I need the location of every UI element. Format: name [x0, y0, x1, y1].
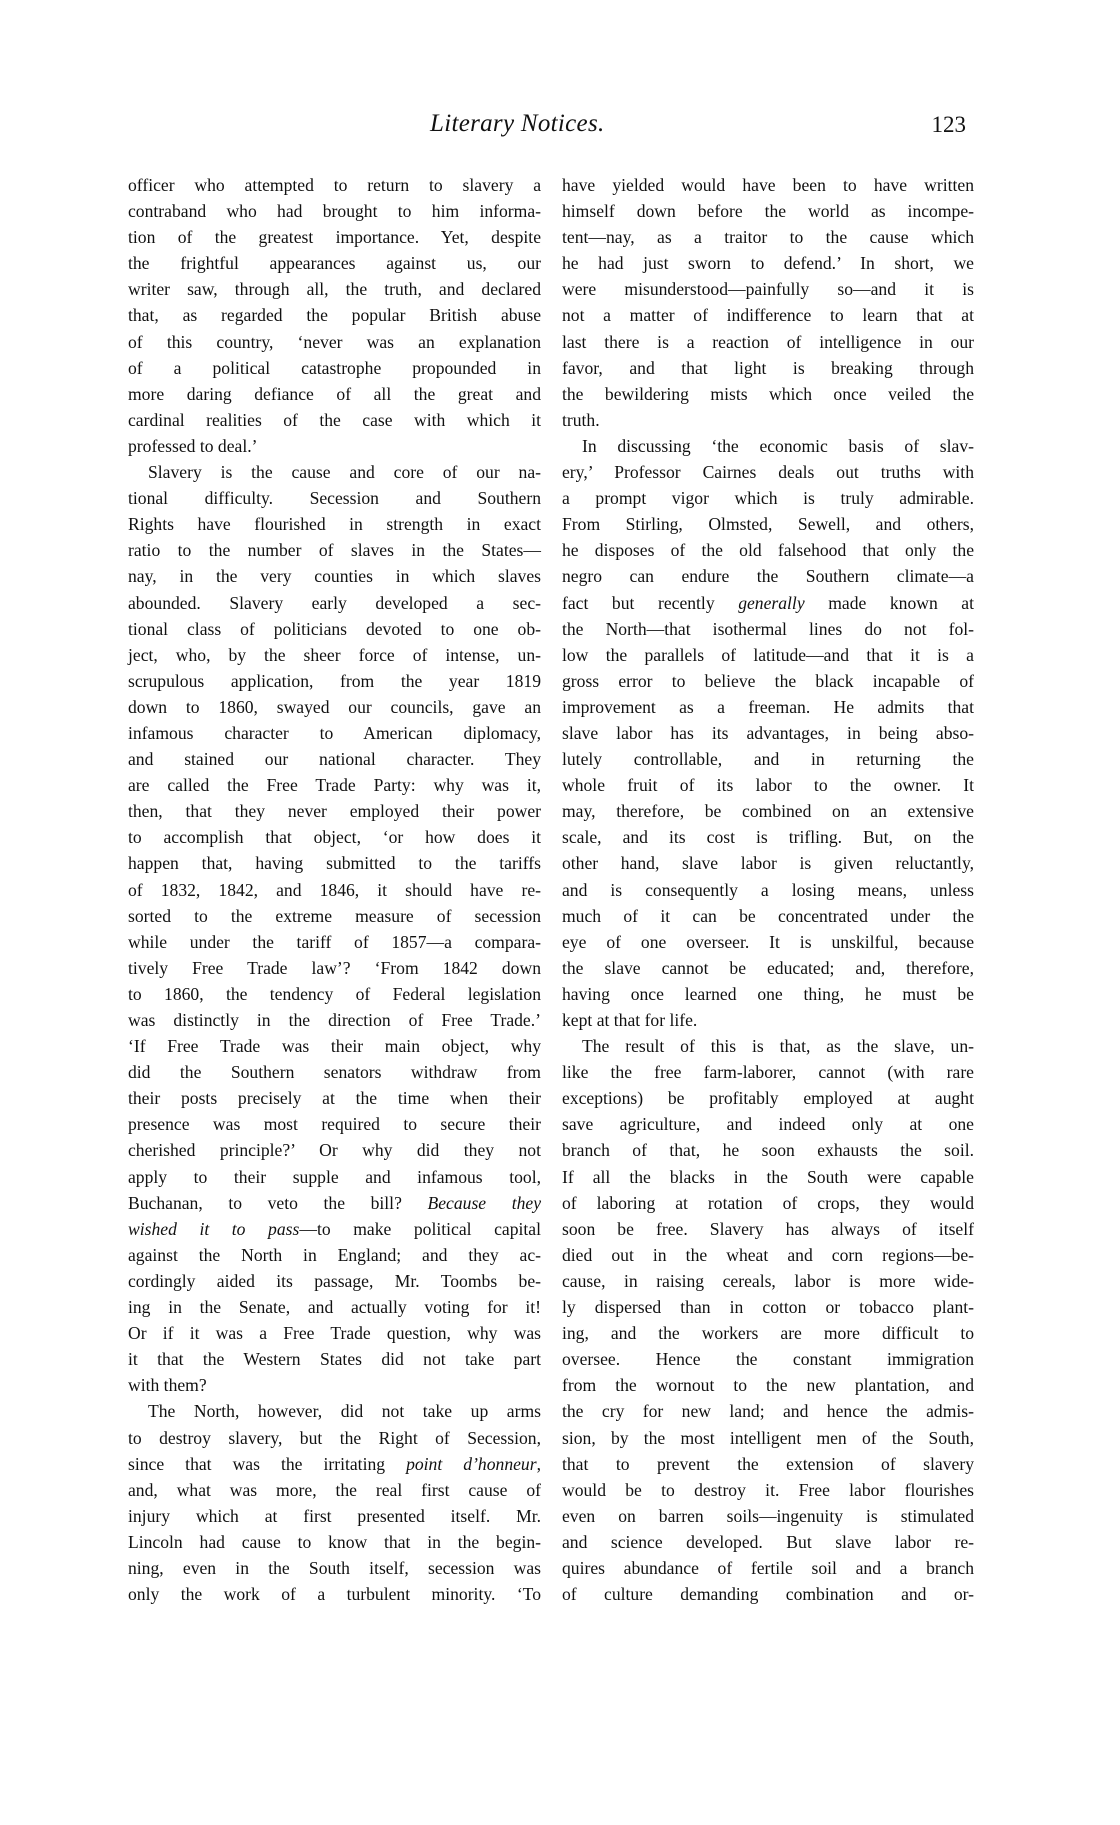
text-line: of culture demanding combination and or-: [562, 1584, 974, 1605]
text-line: of 1832, 1842, and 1846, it should have re-: [128, 879, 541, 900]
text-line: quires abundance of fertile soil and a branch: [562, 1557, 974, 1578]
text-line: and is consequently a losing means, unless: [562, 879, 974, 900]
text-line: and, what was more, the real first cause of: [128, 1479, 541, 1500]
text-segment: ,: [536, 1453, 541, 1474]
text-line: may, therefore, be combined on an extensive: [562, 801, 974, 822]
text-line: having once learned one thing, he must be: [562, 983, 974, 1004]
text-line: gross error to believe the black incapable of: [562, 670, 974, 691]
text-line: ing, and the workers are more difficult to: [562, 1323, 974, 1344]
text-line: not a matter of indifference to learn that at: [562, 305, 974, 326]
text-line: scrupulous application, from the year 1819: [128, 670, 541, 691]
text-line: Rights have flourished in strength in exact: [128, 514, 541, 535]
text-line: From Stirling, Olmsted, Sewell, and others,: [562, 514, 974, 535]
text-line: happen that, having submitted to the tariffs: [128, 853, 541, 874]
text-line: to accomplish that object, ‘or how does it: [128, 827, 541, 848]
text-line: cherished principle?’ Or why did they not: [128, 1140, 541, 1161]
text-line: tional difficulty. Secession and Southern: [128, 488, 541, 509]
text-line: favor, and that light is breaking through: [562, 357, 974, 378]
text-line: slave labor has its advantages, in being abso-: [562, 722, 974, 743]
page-number: 123: [931, 112, 966, 137]
text-line: branch of that, he soon exhausts the soil.: [562, 1140, 974, 1161]
text-line: are called the Free Trade Party: why was it,: [128, 775, 541, 796]
text-line: he had just sworn to defend.’ In short, we: [562, 253, 974, 274]
text-line: ject, who, by the sheer force of intense, un-: [128, 644, 541, 665]
text-line: negro can endure the Southern climate—a: [562, 566, 974, 587]
text-line: would be to destroy it. Free labor flourishes: [562, 1479, 974, 1500]
text-line: the frightful appearances against us, our: [128, 253, 541, 274]
text-line: truth.: [562, 409, 600, 430]
italic-segment: Because they: [427, 1192, 541, 1213]
text-line: save agriculture, and indeed only at one: [562, 1114, 974, 1135]
text-line: tent—nay, as a traitor to the cause which: [562, 227, 974, 248]
text-line: were misunderstood—painfully so—and it is: [562, 279, 974, 300]
text-line: much of it can be concentrated under the: [562, 905, 974, 926]
text-line: a prompt vigor which is truly admirable.: [562, 488, 974, 509]
text-line: Or if it was a Free Trade question, why was: [128, 1323, 541, 1344]
text-line: last there is a reaction of intelligence in our: [562, 331, 974, 352]
text-line: cardinal realities of the case with which it: [128, 409, 541, 430]
text-line: to destroy slavery, but the Right of Secession,: [128, 1427, 541, 1448]
paragraph-start: In discussing ‘the economic basis of slav-: [582, 435, 974, 456]
text-line: and science developed. But slave labor re-: [562, 1531, 974, 1552]
text-line: Lincoln had cause to know that in the begin-: [128, 1531, 541, 1552]
text-line-mixed: [128, 1451, 541, 1477]
left-column: [128, 172, 541, 1607]
text-line: the cry for new land; and hence the admis-: [562, 1401, 974, 1422]
text-line: oversee. Hence the constant immigration: [562, 1349, 974, 1370]
text-line: ‘If Free Trade was their main object, why: [128, 1036, 541, 1057]
text-line: tion of the greatest importance. Yet, despite: [128, 227, 541, 248]
text-line: himself down before the world as incompe-: [562, 201, 974, 222]
text-line: the North—that isothermal lines do not fol-: [562, 618, 974, 639]
text-line: soon be free. Slavery has always of itself: [562, 1218, 974, 1239]
text-line: abounded. Slavery early developed a sec-: [128, 592, 541, 613]
text-line: tional class of politicians devoted to one ob-: [128, 618, 541, 639]
text-line: even on barren soils—ingenuity is stimulated: [562, 1505, 974, 1526]
text-line-mixed: [128, 1216, 541, 1242]
text-line: have yielded would have been to have written: [562, 175, 974, 195]
text-line: injury which at first presented itself. Mr.: [128, 1505, 541, 1526]
text-line: to 1860, the tendency of Federal legislation: [128, 983, 541, 1004]
text-line: kept at that for life.: [562, 1010, 698, 1030]
text-line: died out in the wheat and corn regions—be-: [562, 1244, 974, 1265]
text-line: scale, and its cost is trifling. But, on the: [562, 827, 974, 848]
text-line: then, that they never employed their power: [128, 801, 541, 822]
text-line: while under the tariff of 1857—a compara-: [128, 931, 541, 952]
text-line: eye of one overseer. It is unskilful, because: [562, 931, 974, 952]
text-segment: made known at: [804, 592, 975, 613]
text-line: ratio to the number of slaves in the States—: [128, 540, 541, 561]
text-line: like the free farm-laborer, cannot (with rare: [562, 1062, 974, 1083]
text-line: cordingly aided its passage, Mr. Toombs be-: [128, 1270, 541, 1291]
text-line: infamous character to American diplomacy,: [128, 722, 541, 743]
text-line-mixed: [562, 590, 974, 616]
text-segment: since that was the irritating: [128, 1453, 407, 1474]
text-line: tively Free Trade law’? ‘From 1842 down: [128, 957, 541, 978]
running-title: Literary Notices.: [430, 110, 605, 137]
text-line: ly dispersed than in cotton or tobacco plant-: [562, 1297, 974, 1318]
paragraph-start: The result of this is that, as the slave, un-: [582, 1036, 974, 1057]
text-line: of a political catastrophe propounded in: [128, 357, 541, 378]
paragraph-start: Slavery is the cause and core of our na-: [148, 462, 541, 483]
text-line: presence was most required to secure their: [128, 1114, 541, 1135]
text-segment: —to make political capital: [299, 1218, 541, 1239]
text-line: that, as regarded the popular British abuse: [128, 305, 541, 326]
text-line: from the wornout to the new plantation, and: [562, 1375, 974, 1396]
text-line: it that the Western States did not take part: [128, 1349, 541, 1370]
text-line: more daring defiance of all the great and: [128, 383, 541, 404]
paragraph-start: The North, however, did not take up arms: [148, 1401, 541, 1422]
text-line: writer saw, through all, the truth, and declared: [128, 279, 541, 300]
text-line: of this country, ‘never was an explanation: [128, 331, 541, 352]
text-line: he disposes of the old falsehood that only the: [562, 540, 974, 561]
text-line: ing in the Senate, and actually voting for it!: [128, 1297, 541, 1318]
text-line: of laboring at rotation of crops, they would: [562, 1192, 974, 1213]
text-line: down to 1860, swayed our councils, gave an: [128, 696, 541, 717]
italic-segment: wished it to pass: [128, 1218, 300, 1239]
text-line: and stained our national character. They: [128, 749, 541, 770]
text-line: the slave cannot be educated; and, therefore,: [562, 957, 974, 978]
text-line: only the work of a turbulent minority. ‘To: [128, 1584, 541, 1605]
text-line: the bewildering mists which once veiled the: [562, 383, 974, 404]
text-line-mixed: [128, 1190, 541, 1216]
text-line: whole fruit of its labor to the owner. It: [562, 775, 974, 796]
text-line: cause, in raising cereals, labor is more wide-: [562, 1270, 974, 1291]
right-column: [562, 172, 974, 1607]
text-line: sorted to the extreme measure of secession: [128, 905, 541, 926]
text-line: ery,’ Professor Cairnes deals out truths with: [562, 462, 974, 483]
text-line: lutely controllable, and in returning the: [562, 749, 974, 770]
text-line: with them?: [128, 1375, 207, 1396]
running-head: [128, 110, 966, 144]
text-line: that to prevent the extension of slavery: [562, 1453, 974, 1474]
text-line: did the Southern senators withdraw from: [128, 1062, 541, 1083]
text-line: sion, by the most intelligent men of the South,: [562, 1427, 974, 1448]
text-line: contraband who had brought to him informa-: [128, 201, 541, 222]
text-line: their posts precisely at the time when their: [128, 1088, 541, 1109]
text-line: apply to their supple and infamous tool,: [128, 1166, 541, 1187]
text-line: officer who attempted to return to slavery a: [128, 175, 541, 195]
text-line: against the North in England; and they ac-: [128, 1244, 541, 1265]
text-line: ning, even in the South itself, secession was: [128, 1557, 541, 1578]
text-line: was distinctly in the direction of Free Trade.’: [128, 1010, 541, 1030]
text-line: If all the blacks in the South were capable: [562, 1166, 974, 1187]
text-line: low the parallels of latitude—and that it is a: [562, 644, 974, 665]
text-line: professed to deal.’: [128, 435, 258, 456]
text-line: nay, in the very counties in which slaves: [128, 566, 541, 587]
italic-segment: generally: [738, 592, 805, 613]
text-line: exceptions) be profitably employed at aught: [562, 1088, 974, 1109]
italic-segment: point d’honneur: [406, 1453, 537, 1474]
text-line: improvement as a freeman. He admits that: [562, 696, 974, 717]
text-segment: fact but recently: [562, 592, 739, 613]
text-line: other hand, slave labor is given reluctantly,: [562, 853, 974, 874]
text-segment: Buchanan, to veto the bill?: [128, 1192, 428, 1213]
